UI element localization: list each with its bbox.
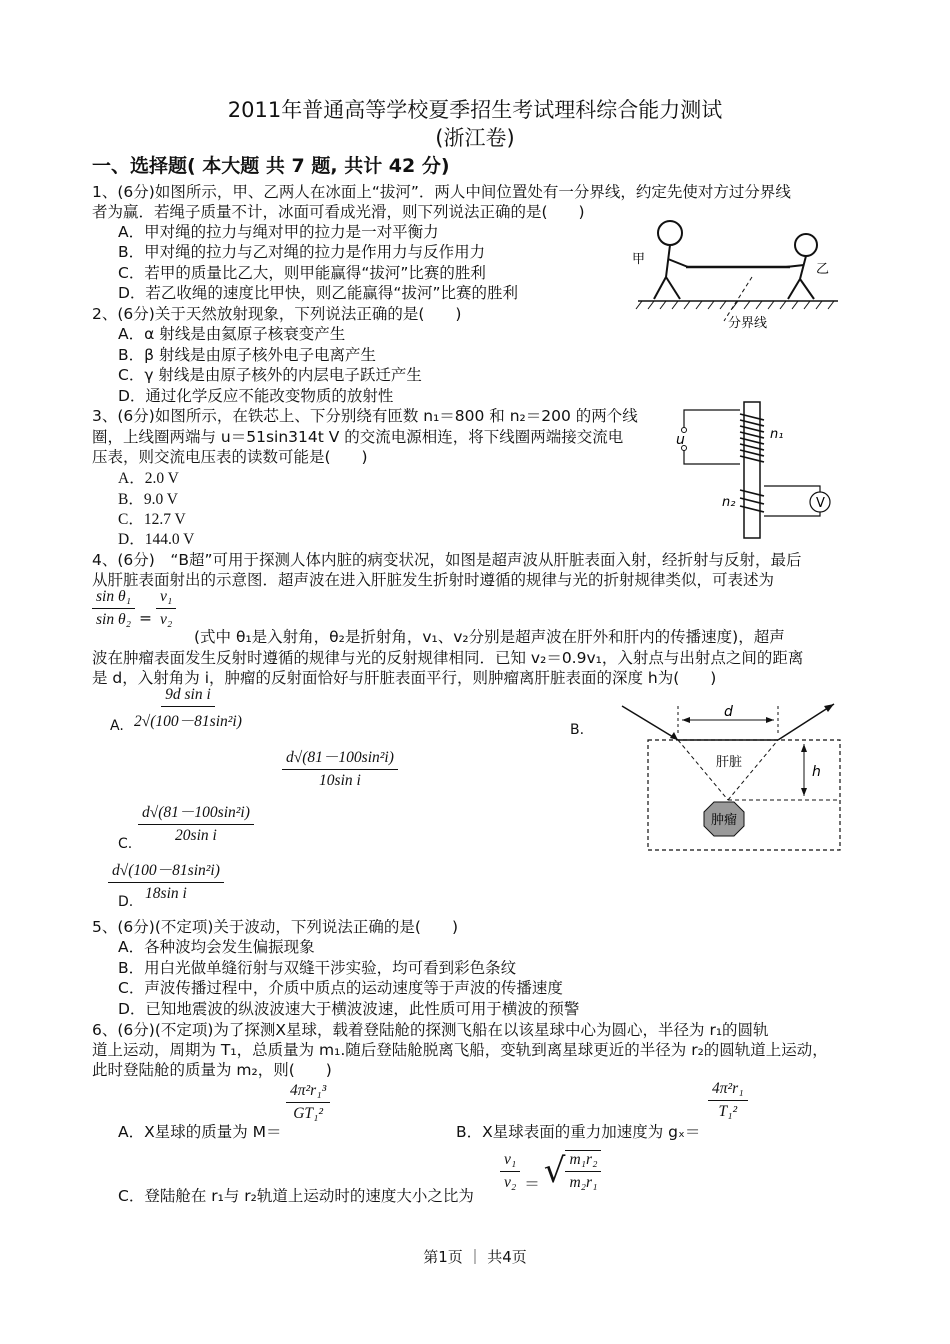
q4-option-b-formula [282,745,398,790]
q3-option-a: A．2.0 V [118,470,179,487]
label-n2: n₂ [722,495,736,510]
q2-option-a: A．α 射线是由氦原子核衰变产生 [118,325,346,343]
q4-option-b-numerator: d√(81－100sin²i) [282,745,398,770]
q6-stem-3: 此时登陆舱的质量为 m₂，则( ) [92,1061,332,1079]
q1-option-c: C．若甲的质量比乙大，则甲能赢得“拔河”比赛的胜利 [118,264,486,282]
q6-option-c-right-numerator: m₁r₂ [565,1151,601,1172]
q6-option-c-right-fraction [565,1150,601,1192]
transformer-figure [670,400,850,540]
sqrt-sign-icon: √ [543,1151,566,1191]
q4-stem-2: 从肝脏表面射出的示意图．超声波在进入肝脏发生折射时遵循的规律与光的折射规律类似，可表述为 [92,571,775,589]
q1-option-b: B．甲对绳的拉力与乙对绳的拉力是作用力与反作用力 [118,243,486,261]
q1-stem-1: 1、(6分)如图所示，甲、乙两人在冰面上“拔河”．两人中间位置处有一分界线，约定先使对方过分界线 [92,183,791,201]
q4-snell-equation [92,588,176,629]
q4-option-b-denominator: 10sin i [319,772,361,789]
page-footer: 第1页 ｜ 共4页 [423,1248,527,1266]
q6-option-c-right-denominator: m₂r₁ [569,1174,598,1191]
q6-option-c-formula [500,1148,601,1194]
q6-option-c-left-denominator: v₂ [504,1173,517,1191]
q1-option-a: A．甲对绳的拉力与绳对甲的拉力是一对平衡力 [118,223,439,241]
q2-option-d: D．通过化学反应不能改变物质的放射性 [118,387,394,405]
q3-option-c: C．12.7 V [118,511,186,528]
q4-option-a-numerator: 9d sin i [161,686,215,707]
q5-option-d: D．已知地震波的纵波波速大于横波波速，此性质可用于横波的预警 [118,1000,580,1018]
title-line2: (浙江卷) [435,126,515,150]
q6-option-b-formula [708,1080,748,1121]
snell-right-numerator: v₁ [156,588,176,609]
q4-option-c-numerator: d√(81－100sin²i) [138,800,254,825]
label-yi: 乙 [816,262,830,277]
q5-option-c: C．声波传播过程中，介质中质点的运动速度等于声波的传播速度 [118,979,563,997]
q4-stem-1: 4、(6分) “B超”可用于探测人体内脏的病变状况，如图是超声波从肝脏表面入射，经折射与反射，最后 [92,551,802,569]
q6-option-b-fraction [708,1080,748,1121]
q2-stem: 2、(6分)关于天然放射现象，下列说法正确的是( ) [92,305,462,323]
q4-option-a-label: A. [110,718,124,734]
q6-option-b-numerator: 4π²r₁ [708,1080,748,1101]
q4-option-a-denominator: 2√(100－81sin²i) [134,713,242,730]
q5-option-b: B．用白光做单缝衍射与双缝干涉实验，均可看到彩色条纹 [118,959,517,977]
snell-left-fraction [92,588,135,629]
snell-equals: = [138,608,152,627]
q4-stem-4: 波在肿瘤表面发生反射时遵循的规律与光的反射规律相同．已知 v₂＝0.9v₁，入射点与出射点之间的距离 [92,649,804,667]
q6-option-b-text: B．X星球表面的重力加速度为 gₓ＝ [456,1123,701,1141]
q4-stem-3: (式中 θ₁是入射角，θ₂是折射角，v₁、v₂分别是超声波在肝外和肝内的传播速度)，超声 [194,628,785,646]
label-tumor: 肿瘤 [711,813,738,828]
q4-option-d-denominator: 18sin i [145,885,187,902]
label-liver: 肝脏 [716,755,743,770]
q4-option-b-label: B. [570,722,585,738]
snell-right-fraction [156,588,176,629]
q6-option-b-denominator: T₁² [718,1103,738,1120]
q6-option-c-left-numerator: v₁ [500,1151,520,1172]
q3-stem-1: 3、(6分)如图所示，在铁芯上、下分别绕有匝数 n₁＝800 和 n₂＝200 的两个线 [92,407,638,425]
label-n1: n₁ [770,427,784,442]
q6-stem-1: 6、(6分)(不定项)为了探测X星球，载着登陆舱的探测飞船在以该星球中心为圆心，半径为 r₁的圆轨 [92,1021,769,1039]
label-boundary: 分界线 [728,316,768,331]
q4-option-b-fraction [282,745,398,790]
ultrasound-figure [618,696,850,854]
q2-option-b: B．β 射线是由原子核外电子电离产生 [118,346,376,364]
q4-option-d-fraction [108,858,224,903]
q3-option-d: D．144.0 V [118,531,195,548]
q4-option-c-label: C. [118,836,133,852]
label-d: d [724,704,733,720]
voltmeter-label: V [816,496,825,511]
q4-option-c-formula [138,800,254,845]
q4-option-d-label: D. [118,894,134,910]
q6-option-a-fraction [286,1082,330,1123]
q2-option-c: C．γ 射线是由原子核外的内层电子跃迁产生 [118,366,422,384]
q5-stem: 5、(6分)(不定项)关于波动，下列说法正确的是( ) [92,918,459,936]
q5-option-a: A．各种波均会发生偏振现象 [118,938,315,956]
q6-option-c-equals: ＝ [524,1175,540,1193]
q6-option-a-denominator: GT₁² [293,1105,324,1122]
q4-option-a-fraction [130,686,246,731]
q4-option-d-numerator: d√(100－81sin²i) [108,858,224,883]
q6-option-c-left-fraction [500,1151,520,1192]
q6-option-a-formula [286,1082,330,1123]
section-heading: 一、选择题( 本大题 共 7 题, 共计 42 分) [92,155,450,177]
q3-stem-2: 圈，上线圈两端与 u＝51sin314t V 的交流电源相连，将下线圈两端接交流电 [92,428,624,446]
title-line1: 2011年普通高等学校夏季招生考试理科综合能力测试 [227,98,723,122]
q3-stem-3: 压表，则交流电压表的读数可能是( ) [92,448,368,466]
q6-option-a-numerator: 4π²r₁³ [286,1082,330,1103]
label-h: h [812,764,821,780]
q4-option-a-formula [130,686,246,731]
label-u: u [676,432,685,448]
tug-of-war-figure [628,215,850,335]
q1-option-d: D．若乙收绳的速度比甲快，则乙能赢得“拔河”比赛的胜利 [118,284,518,302]
q6-stem-2: 道上运动，周期为 T₁，总质量为 m₁.随后登陆舱脱离飞船，变轨到离星球更近的半径为 r₂的圆轨道上运动， [92,1041,828,1059]
label-jia: 甲 [632,252,646,267]
q6-option-a-text: A．X星球的质量为 M＝ [118,1123,282,1141]
q4-stem-5: 是 d，入射角为 i，肿瘤的反射面恰好与肝脏表面平行，则肿瘤离肝脏表面的深度 h为( ) [92,669,717,687]
snell-right-denominator: v₂ [159,611,173,628]
snell-left-denominator: sin θ₂ [96,611,131,628]
q6-option-c-text: C．登陆舱在 r₁与 r₂轨道上运动时的速度大小之比为 [118,1187,474,1205]
q4-option-c-fraction [138,800,254,845]
snell-left-numerator: sin θ₁ [92,588,135,609]
q3-option-b: B．9.0 V [118,491,179,508]
q4-option-d-formula [108,858,224,903]
q4-option-c-denominator: 20sin i [175,827,217,844]
q1-stem-2: 者为赢．若绳子质量不计，冰面可看成光滑，则下列说法正确的是( ) [92,203,585,221]
